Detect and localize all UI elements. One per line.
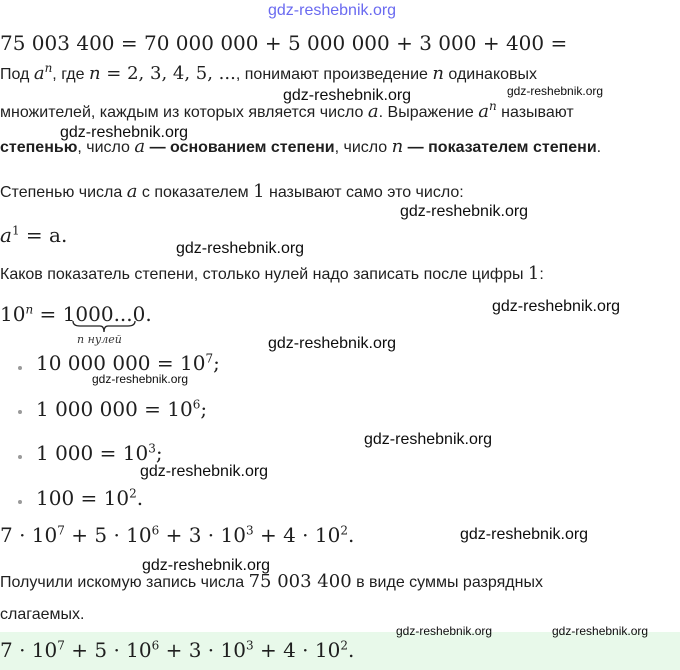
watermark: gdz-reshebnik.org — [492, 298, 621, 315]
watermark: gdz-reshebnik.org — [60, 124, 189, 141]
definition-line-1: Под $a^n$, где n = 2, 3, 4, 5, ..., понимают произведение n одинаковых — [0, 61, 538, 84]
watermark: gdz-reshebnik.org — [140, 463, 269, 480]
bullet-dot — [18, 500, 22, 504]
definition-line-3: степенью, число a — основанием степени, число n — показателем степени. — [0, 136, 602, 157]
watermark: gdz-reshebnik.org — [268, 335, 397, 352]
underbrace-label: n нулей — [77, 333, 122, 346]
decomposition-equation: 75 003 400 = 70 000 000 + 5 000 000 + 3 000 + 400 = — [0, 31, 568, 55]
watermark: gdz-reshebnik.org — [176, 240, 305, 257]
bullet-item: 1 000 $000 = 10^6$; — [36, 397, 208, 421]
watermark: gdz-reshebnik.org — [396, 624, 493, 638]
bullet-dot — [18, 455, 22, 459]
watermark: gdz-reshebnik.org — [400, 203, 529, 220]
power-one-definition: Степенью числа a с показателем 1 называют само это число: — [0, 181, 464, 202]
bullet-item: 1 $000 = 10^3$; — [36, 441, 163, 465]
conclusion-line-1: Получили искомую запись числа 75 003 400 в виде суммы разрядных — [0, 571, 543, 592]
watermark: gdz-reshebnik.org — [460, 526, 589, 543]
bullet-dot — [18, 366, 22, 370]
definition-line-2: множителей, каждым из которых является число a. Выражение $a^n$ называют — [0, 99, 574, 122]
watermark: gdz-reshebnik.org — [92, 372, 189, 386]
conclusion-line-2: слагаемых. — [0, 606, 85, 623]
watermark: gdz-reshebnik.org — [142, 557, 271, 574]
final-answer: $7 \cdot 10^7 + 5 \cdot 10^6 + 3 \cdot 10^3 + 4 \cdot 10^2$. — [0, 638, 355, 662]
formula-ten-power-n: $10^n = 1000...0$. — [0, 302, 152, 326]
formula-a-power-one: $a^1 = a$. — [0, 223, 68, 247]
watermark: gdz-reshebnik.org — [283, 87, 412, 104]
watermark: gdz-reshebnik.org — [552, 624, 649, 638]
watermark-top: gdz-reshebnik.org — [268, 2, 397, 19]
bullet-item: 10 000 $000 = 10^7$; — [36, 351, 220, 375]
watermark: gdz-reshebnik.org — [364, 431, 493, 448]
watermark: gdz-reshebnik.org — [507, 84, 604, 98]
bullet-dot — [18, 410, 22, 414]
underbrace — [72, 320, 136, 334]
place-value-sum: $7 \cdot 10^7 + 5 \cdot 10^6 + 3 \cdot 10^3 + 4 \cdot 10^2$. — [0, 523, 355, 547]
bullet-item: $100 = 10^2$. — [36, 486, 144, 510]
zeros-rule: Каков показатель степени, столько нулей надо записать после цифры 1: — [0, 263, 544, 284]
